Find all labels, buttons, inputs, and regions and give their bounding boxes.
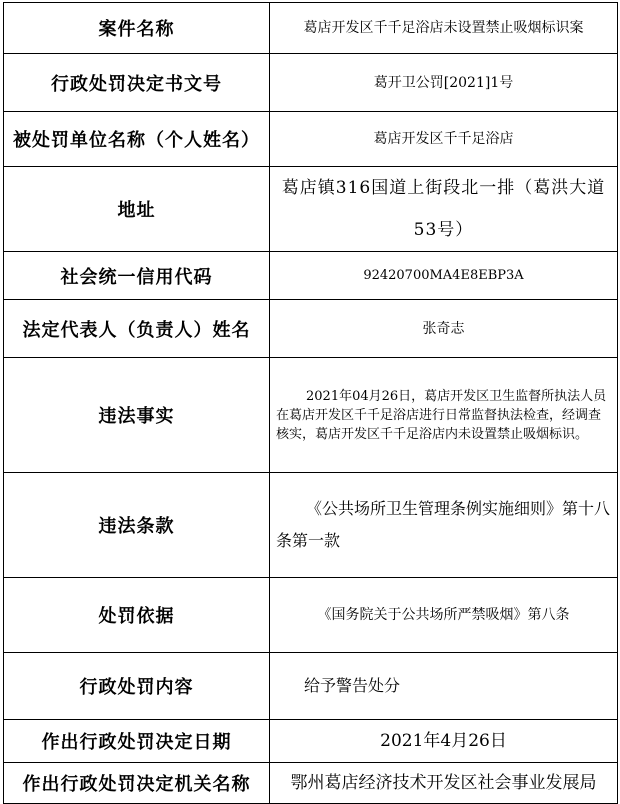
table-row-credit-code — [4, 252, 618, 300]
penalty-content-value: 给予警告处分 — [270, 653, 618, 720]
penalty-content-label: 行政处罚内容 — [4, 653, 270, 720]
address-value: 葛店镇316国道上街段北一排（葛洪大道53号） — [270, 167, 618, 252]
legal-representative-label: 法定代表人（负责人）姓名 — [4, 300, 270, 358]
address-label: 地址 — [4, 167, 270, 252]
penalized-entity-value: 葛店开发区千千足浴店 — [270, 112, 618, 167]
decision-number-value: 葛开卫公罚[2021]1号 — [270, 54, 618, 112]
decision-authority-value: 鄂州葛店经济技术开发区社会事业发展局 — [270, 763, 618, 804]
credit-code-label: 社会统一信用代码 — [4, 252, 270, 300]
table-row-decision-authority — [4, 763, 618, 804]
decision-date-label: 作出行政处罚决定日期 — [4, 720, 270, 763]
penalty-info-table — [3, 2, 618, 804]
penalty-basis-label: 处罚依据 — [4, 578, 270, 653]
violated-clause-label: 违法条款 — [4, 473, 270, 578]
decision-number-label: 行政处罚决定书文号 — [4, 54, 270, 112]
decision-date-value: 2021年4月26日 — [270, 720, 618, 763]
legal-representative-value: 张奇志 — [270, 300, 618, 358]
case-name-label: 案件名称 — [4, 3, 270, 54]
table-row-decision-number — [4, 54, 618, 112]
table-row-violation-facts — [4, 358, 618, 473]
decision-authority-label: 作出行政处罚决定机关名称 — [4, 763, 270, 804]
violated-clause-value: 《公共场所卫生管理条例实施细则》第十八条第一款 — [270, 473, 618, 578]
credit-code-value: 92420700MA4E8EBP3A — [270, 252, 618, 300]
case-name-value: 葛店开发区千千足浴店未设置禁止吸烟标识案 — [270, 3, 618, 54]
table-row-penalty-basis — [4, 578, 618, 653]
violation-facts-value: 2021年04月26日，葛店开发区卫生监督所执法人员在葛店开发区千千足浴店进行日常监督执法检查，经调查核实，葛店开发区千千足浴店内未设置禁止吸烟标识。 — [270, 358, 618, 473]
table-row-case-name — [4, 3, 618, 54]
penalized-entity-label: 被处罚单位名称（个人姓名） — [4, 112, 270, 167]
table-row-penalized-entity — [4, 112, 618, 167]
table-row-legal-representative — [4, 300, 618, 358]
table-row-address — [4, 167, 618, 252]
table-row-violated-clause — [4, 473, 618, 578]
table-row-decision-date — [4, 720, 618, 763]
table-row-penalty-content — [4, 653, 618, 720]
violation-facts-label: 违法事实 — [4, 358, 270, 473]
penalty-basis-value: 《国务院关于公共场所严禁吸烟》第八条 — [270, 578, 618, 653]
